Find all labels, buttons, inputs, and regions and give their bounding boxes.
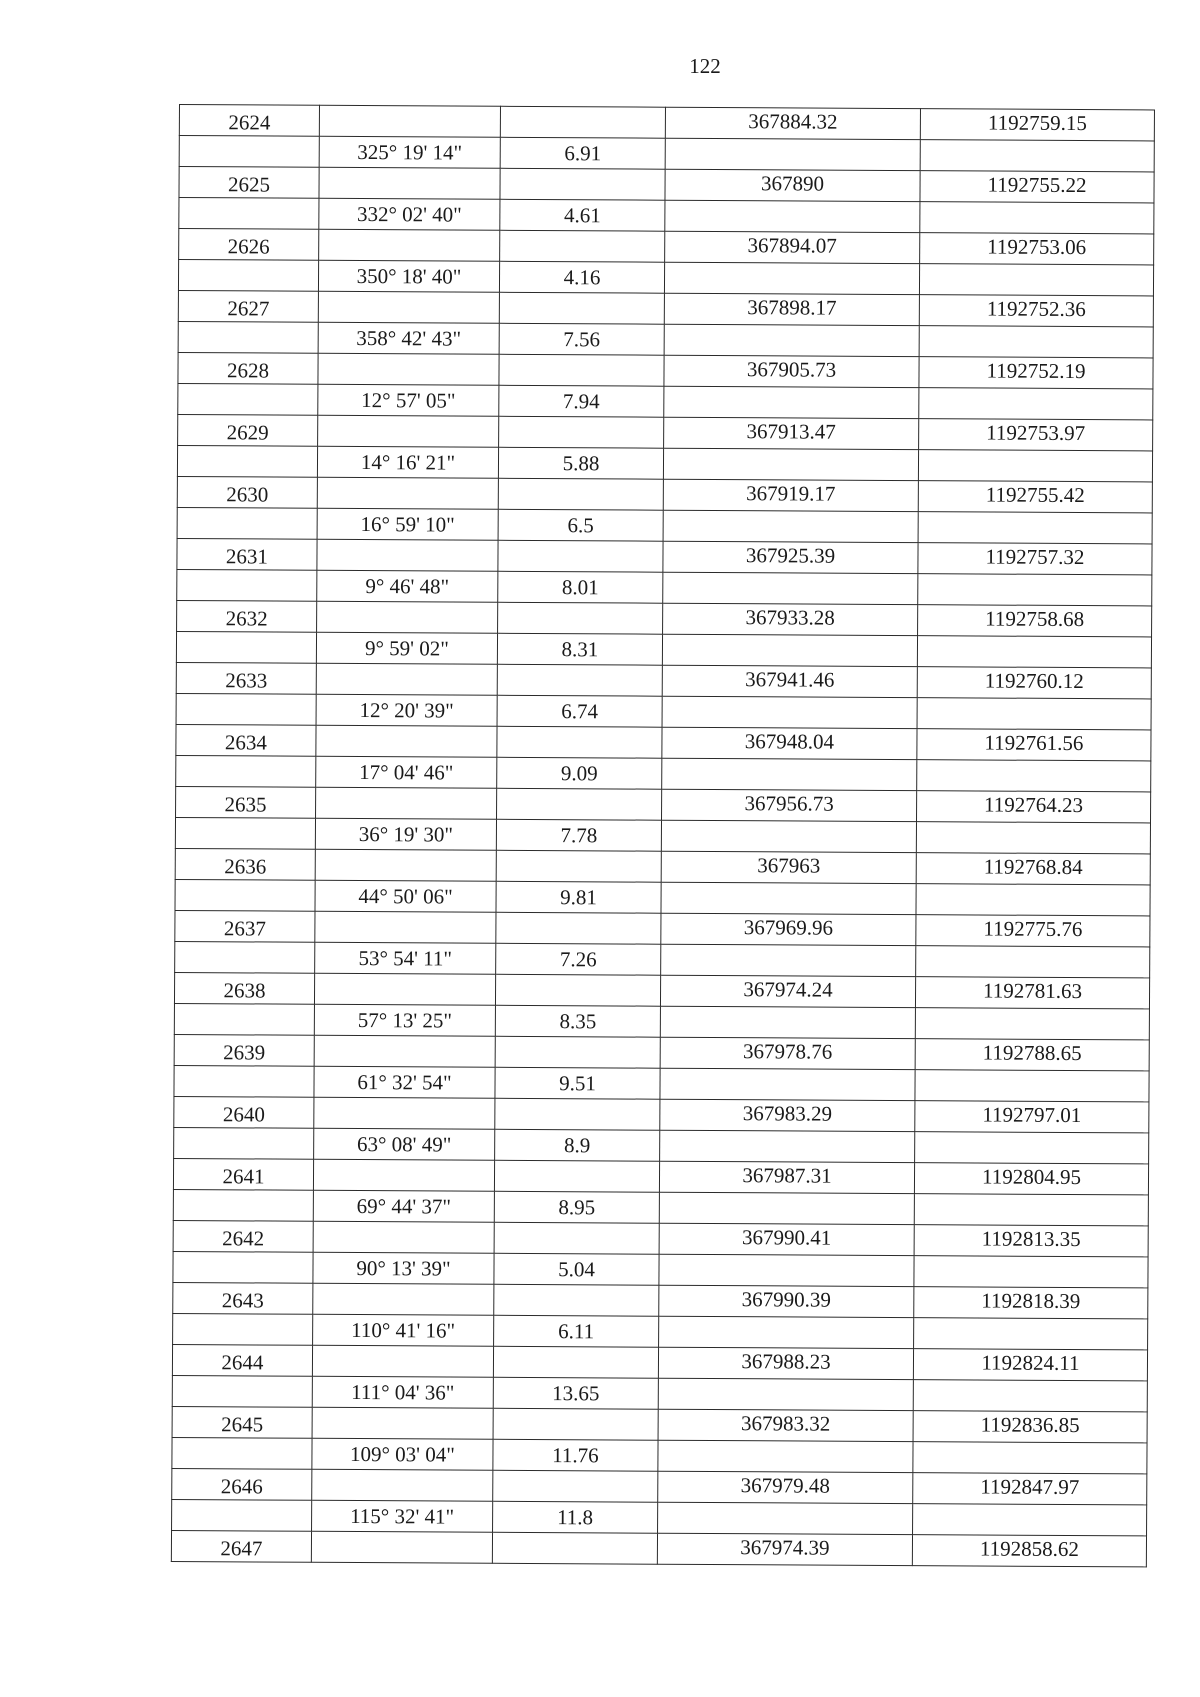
empty-cell	[499, 292, 664, 324]
empty-cell	[914, 1318, 1148, 1350]
distance-cell: 11.8	[493, 1501, 658, 1533]
northing-cell: 367898.17	[664, 293, 919, 325]
bearing-cell: 9° 59' 02"	[316, 632, 497, 664]
northing-cell: 367948.04	[662, 727, 917, 759]
empty-cell	[314, 1097, 495, 1129]
empty-cell	[919, 388, 1153, 420]
bearing-cell: 9° 46' 48"	[317, 570, 498, 602]
empty-cell	[661, 944, 916, 976]
easting-cell: 1192753.06	[920, 233, 1154, 265]
empty-cell	[916, 822, 1150, 854]
easting-cell: 1192797.01	[915, 1101, 1149, 1133]
northing-cell: 367974.39	[657, 1533, 912, 1565]
empty-cell	[495, 1098, 660, 1130]
empty-cell	[173, 1189, 313, 1221]
empty-cell	[660, 1068, 915, 1100]
empty-cell	[173, 1313, 313, 1345]
empty-cell	[665, 200, 920, 232]
bearing-cell: 358° 42' 43"	[318, 322, 499, 354]
northing-cell: 367987.31	[659, 1161, 914, 1193]
northing-cell: 367974.24	[660, 975, 915, 1007]
northing-cell: 367990.39	[659, 1285, 914, 1317]
empty-cell	[492, 1532, 657, 1564]
empty-cell	[664, 324, 919, 356]
bearing-cell: 61° 32' 54"	[314, 1066, 495, 1098]
empty-cell	[499, 416, 664, 448]
empty-cell	[499, 354, 664, 386]
distance-cell: 7.56	[499, 323, 664, 355]
station-cell: 2640	[174, 1096, 314, 1128]
northing-cell: 367988.23	[658, 1347, 913, 1379]
empty-cell	[496, 850, 661, 882]
empty-cell	[176, 755, 316, 787]
northing-cell: 367956.73	[662, 789, 917, 821]
empty-cell	[172, 1375, 312, 1407]
survey-table-container	[171, 104, 1154, 1567]
empty-cell	[915, 1070, 1149, 1102]
page-number: 122	[689, 54, 721, 78]
northing-cell: 367894.07	[665, 231, 920, 263]
station-cell: 2638	[174, 972, 314, 1004]
empty-cell	[662, 696, 917, 728]
bearing-cell: 16° 59' 10"	[317, 508, 498, 540]
empty-cell	[660, 1006, 915, 1038]
station-cell: 2647	[171, 1530, 311, 1562]
bearing-cell: 350° 18' 40"	[318, 260, 499, 292]
station-cell: 2645	[172, 1406, 312, 1438]
distance-cell: 13.65	[493, 1377, 658, 1409]
northing-cell: 367983.29	[660, 1099, 915, 1131]
empty-cell	[913, 1442, 1147, 1474]
bearing-cell: 111° 04' 36"	[312, 1376, 493, 1408]
easting-cell: 1192858.62	[912, 1535, 1146, 1567]
station-cell: 2635	[176, 786, 316, 818]
easting-cell: 1192775.76	[916, 915, 1150, 947]
northing-cell: 367990.41	[659, 1223, 914, 1255]
northing-cell: 367913.47	[664, 417, 919, 449]
station-cell: 2629	[178, 414, 318, 446]
empty-cell	[493, 1408, 658, 1440]
empty-cell	[494, 1222, 659, 1254]
empty-cell	[179, 136, 319, 168]
empty-cell	[177, 569, 317, 601]
station-cell: 2633	[176, 662, 316, 694]
distance-cell: 7.26	[496, 943, 661, 975]
empty-cell	[178, 383, 318, 415]
station-cell: 2636	[175, 848, 315, 880]
bearing-cell: 17° 04' 46"	[316, 756, 497, 788]
empty-cell	[918, 512, 1152, 544]
empty-cell	[916, 946, 1150, 978]
empty-cell	[175, 879, 315, 911]
empty-cell	[662, 758, 917, 790]
easting-cell: 1192757.32	[918, 543, 1152, 575]
empty-cell	[919, 264, 1153, 296]
station-cell: 2628	[178, 352, 318, 384]
distance-cell: 6.91	[500, 137, 665, 169]
empty-cell	[662, 634, 917, 666]
distance-cell: 5.04	[494, 1253, 659, 1285]
empty-cell	[316, 663, 497, 695]
easting-cell: 1192752.19	[919, 357, 1153, 389]
empty-cell	[177, 445, 317, 477]
station-cell: 2631	[177, 538, 317, 570]
station-cell: 2632	[177, 600, 317, 632]
distance-cell: 9.81	[496, 881, 661, 913]
empty-cell	[500, 106, 665, 138]
easting-cell: 1192836.85	[913, 1411, 1147, 1443]
station-cell: 2627	[178, 290, 318, 322]
northing-cell: 367963	[661, 851, 916, 883]
station-cell: 2642	[173, 1220, 313, 1252]
empty-cell	[317, 477, 498, 509]
empty-cell	[319, 229, 500, 261]
bearing-cell: 44° 50' 06"	[315, 880, 496, 912]
station-cell: 2646	[172, 1468, 312, 1500]
easting-cell: 1192781.63	[915, 977, 1149, 1009]
empty-cell	[665, 138, 920, 170]
easting-cell: 1192768.84	[916, 853, 1150, 885]
empty-cell	[314, 1035, 495, 1067]
distance-cell: 6.11	[494, 1315, 659, 1347]
empty-cell	[313, 1221, 494, 1253]
bearing-cell: 69° 44' 37"	[313, 1190, 494, 1222]
empty-cell	[312, 1345, 493, 1377]
station-cell: 2625	[179, 167, 319, 199]
bearing-cell: 57° 13' 25"	[314, 1004, 495, 1036]
bearing-cell: 332° 02' 40"	[319, 198, 500, 230]
distance-cell: 5.88	[498, 447, 663, 479]
bearing-cell: 36° 19' 30"	[315, 818, 496, 850]
empty-cell	[914, 1256, 1148, 1288]
empty-cell	[663, 448, 918, 480]
northing-cell: 367890	[665, 169, 920, 201]
station-cell: 2634	[176, 724, 316, 756]
empty-cell	[663, 572, 918, 604]
easting-cell: 1192752.36	[919, 295, 1153, 327]
empty-cell	[313, 1159, 494, 1191]
distance-cell: 4.16	[499, 261, 664, 293]
easting-cell: 1192847.97	[913, 1473, 1147, 1505]
empty-cell	[500, 168, 665, 200]
empty-cell	[174, 1003, 314, 1035]
station-cell: 2643	[173, 1282, 313, 1314]
empty-cell	[314, 973, 495, 1005]
empty-cell	[497, 664, 662, 696]
empty-cell	[178, 321, 318, 353]
station-cell: 2639	[174, 1034, 314, 1066]
empty-cell	[500, 230, 665, 262]
empty-cell	[658, 1440, 913, 1472]
northing-cell: 367925.39	[663, 541, 918, 573]
empty-cell	[317, 601, 498, 633]
empty-cell	[661, 882, 916, 914]
empty-cell	[920, 202, 1154, 234]
empty-cell	[494, 1284, 659, 1316]
easting-cell: 1192758.68	[918, 605, 1152, 637]
bearing-cell: 63° 08' 49"	[314, 1128, 495, 1160]
empty-cell	[176, 693, 316, 725]
empty-cell	[663, 510, 918, 542]
station-cell: 2630	[177, 476, 317, 508]
empty-cell	[915, 1008, 1149, 1040]
empty-cell	[172, 1437, 312, 1469]
empty-cell	[319, 167, 500, 199]
northing-cell: 367979.48	[658, 1471, 913, 1503]
empty-cell	[315, 849, 496, 881]
easting-cell: 1192764.23	[917, 791, 1151, 823]
empty-cell	[658, 1502, 913, 1534]
northing-cell: 367941.46	[662, 665, 917, 697]
distance-cell: 9.51	[495, 1067, 660, 1099]
empty-cell	[318, 291, 499, 323]
easting-cell: 1192818.39	[914, 1287, 1148, 1319]
empty-cell	[918, 450, 1152, 482]
empty-cell	[498, 602, 663, 634]
empty-cell	[659, 1254, 914, 1286]
empty-cell	[915, 1132, 1149, 1164]
empty-cell	[175, 817, 315, 849]
distance-cell: 11.76	[493, 1439, 658, 1471]
empty-cell	[173, 1251, 313, 1283]
distance-cell: 7.94	[499, 385, 664, 417]
empty-cell	[917, 698, 1151, 730]
empty-cell	[495, 1036, 660, 1068]
distance-cell: 8.95	[494, 1191, 659, 1223]
empty-cell	[914, 1194, 1148, 1226]
empty-cell	[661, 820, 916, 852]
northing-cell: 367933.28	[663, 603, 918, 635]
empty-cell	[916, 884, 1150, 916]
distance-cell: 8.31	[497, 633, 662, 665]
empty-cell	[318, 353, 499, 385]
empty-cell	[312, 1407, 493, 1439]
empty-cell	[660, 1130, 915, 1162]
empty-cell	[918, 574, 1152, 606]
station-cell: 2644	[172, 1344, 312, 1376]
empty-cell	[495, 974, 660, 1006]
easting-cell: 1192824.11	[913, 1349, 1147, 1381]
empty-cell	[659, 1192, 914, 1224]
empty-cell	[493, 1346, 658, 1378]
empty-cell	[319, 105, 500, 137]
distance-cell: 6.5	[498, 509, 663, 541]
empty-cell	[176, 631, 316, 663]
bearing-cell: 109° 03' 04"	[312, 1438, 493, 1470]
empty-cell	[494, 1160, 659, 1192]
survey-table-body	[171, 105, 1154, 1567]
empty-cell	[917, 636, 1151, 668]
bearing-cell: 110° 41' 16"	[313, 1314, 494, 1346]
empty-cell	[175, 941, 315, 973]
empty-cell	[498, 540, 663, 572]
empty-cell	[174, 1065, 314, 1097]
empty-cell	[664, 262, 919, 294]
bearing-cell: 90° 13' 39"	[313, 1252, 494, 1284]
distance-cell: 8.35	[495, 1005, 660, 1037]
easting-cell: 1192788.65	[915, 1039, 1149, 1071]
empty-cell	[497, 788, 662, 820]
bearing-cell: 53° 54' 11"	[315, 942, 496, 974]
empty-cell	[172, 1499, 312, 1531]
empty-cell	[174, 1127, 314, 1159]
station-cell: 2641	[173, 1158, 313, 1190]
easting-cell: 1192753.97	[919, 419, 1153, 451]
empty-cell	[493, 1470, 658, 1502]
northing-cell: 367969.96	[661, 913, 916, 945]
easting-cell: 1192760.12	[917, 667, 1151, 699]
empty-cell	[659, 1316, 914, 1348]
empty-cell	[179, 198, 319, 230]
northing-cell: 367884.32	[665, 107, 920, 139]
northing-cell: 367919.17	[663, 479, 918, 511]
empty-cell	[178, 260, 318, 292]
easting-cell: 1192813.35	[914, 1225, 1148, 1257]
bearing-cell: 12° 20' 39"	[316, 694, 497, 726]
distance-cell: 8.01	[498, 571, 663, 603]
bearing-cell: 14° 16' 21"	[317, 446, 498, 478]
easting-cell: 1192759.15	[920, 109, 1154, 141]
empty-cell	[664, 386, 919, 418]
distance-cell: 4.61	[500, 199, 665, 231]
distance-cell: 6.74	[497, 695, 662, 727]
empty-cell	[177, 507, 317, 539]
empty-cell	[913, 1380, 1147, 1412]
empty-cell	[312, 1469, 493, 1501]
northing-cell: 367978.76	[660, 1037, 915, 1069]
empty-cell	[317, 539, 498, 571]
easting-cell: 1192804.95	[914, 1163, 1148, 1195]
empty-cell	[917, 760, 1151, 792]
bearing-cell: 12° 57' 05"	[318, 384, 499, 416]
empty-cell	[920, 140, 1154, 172]
distance-cell: 8.9	[495, 1129, 660, 1161]
empty-cell	[497, 726, 662, 758]
easting-cell: 1192755.22	[920, 171, 1154, 203]
empty-cell	[313, 1283, 494, 1315]
survey-coordinates-table	[171, 104, 1155, 1567]
empty-cell	[315, 911, 496, 943]
bearing-cell: 325° 19' 14"	[319, 136, 500, 168]
empty-cell	[919, 326, 1153, 358]
station-cell: 2624	[179, 105, 319, 137]
empty-cell	[496, 912, 661, 944]
empty-cell	[498, 478, 663, 510]
bearing-cell: 115° 32' 41"	[312, 1500, 493, 1532]
easting-cell: 1192755.42	[918, 481, 1152, 513]
distance-cell: 7.78	[496, 819, 661, 851]
station-cell: 2626	[179, 229, 319, 261]
empty-cell	[311, 1531, 492, 1563]
empty-cell	[658, 1378, 913, 1410]
empty-cell	[913, 1504, 1147, 1536]
table-row-point	[171, 1530, 1146, 1566]
northing-cell: 367983.32	[658, 1409, 913, 1441]
station-cell: 2637	[175, 910, 315, 942]
empty-cell	[316, 725, 497, 757]
distance-cell: 9.09	[497, 757, 662, 789]
empty-cell	[316, 787, 497, 819]
northing-cell: 367905.73	[664, 355, 919, 387]
easting-cell: 1192761.56	[917, 729, 1151, 761]
empty-cell	[318, 415, 499, 447]
